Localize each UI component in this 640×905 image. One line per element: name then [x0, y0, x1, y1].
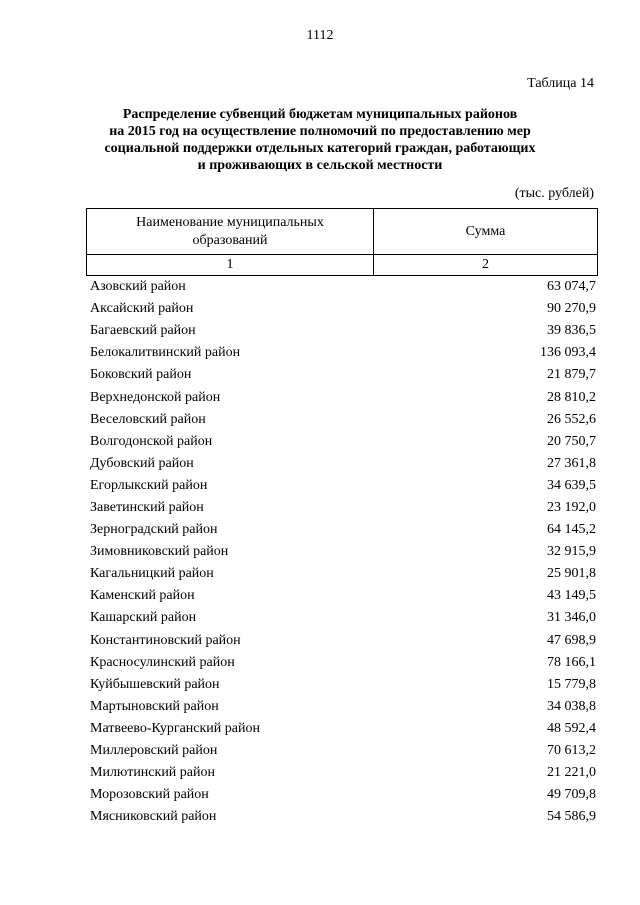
district-name: Зерноградский район [90, 522, 218, 538]
district-amount: 28 810,2 [547, 389, 596, 405]
district-name: Кагальницкий район [90, 566, 214, 582]
district-name: Зимовниковский район [90, 544, 229, 560]
district-name: Красносулинский район [90, 654, 235, 670]
district-amount: 21 221,0 [547, 765, 596, 781]
title-line: Распределение субвенций бюджетам муниципальных районов [122, 107, 518, 122]
district-name: Матвеево-Курганский район [90, 720, 260, 736]
column-number: 2 [374, 255, 598, 276]
district-amount: 15 779,8 [547, 676, 596, 692]
table-row [90, 718, 596, 740]
table-body [90, 276, 596, 828]
page-number: 1112 [306, 28, 334, 43]
district-amount: 64 145,2 [547, 522, 596, 538]
header-name-line: образований [192, 232, 268, 248]
district-amount: 49 709,8 [547, 787, 596, 803]
table-row [90, 453, 596, 475]
table-row [90, 497, 596, 519]
table-row [90, 762, 596, 784]
table-row [90, 541, 596, 563]
district-amount: 27 361,8 [547, 455, 596, 471]
table-row [90, 585, 596, 607]
table-row [90, 563, 596, 585]
table-row [90, 431, 596, 453]
district-name: Белокалитвинский район [90, 345, 241, 361]
table-row [90, 652, 596, 674]
table-row [90, 674, 596, 696]
district-amount: 25 901,8 [547, 566, 596, 582]
document-title [60, 106, 580, 174]
table-row [90, 320, 596, 342]
district-amount: 90 270,9 [547, 301, 596, 317]
district-amount: 32 915,9 [547, 544, 596, 560]
title-line: на 2015 год на осуществление полномочий по предоставлению мер [109, 124, 531, 139]
table-row [90, 696, 596, 718]
table-row [90, 364, 596, 386]
district-name: Веселовский район [90, 411, 206, 427]
district-amount: 34 639,5 [547, 477, 596, 493]
district-amount: 26 552,6 [547, 411, 596, 427]
table-header [86, 208, 598, 276]
district-amount: 78 166,1 [547, 654, 596, 670]
district-amount: 47 698,9 [547, 632, 596, 648]
title-line: социальной поддержки отдельных категорий граждан, работающих [104, 141, 536, 156]
district-name: Морозовский район [90, 787, 209, 803]
table-row [90, 607, 596, 629]
district-name: Дубовский район [90, 455, 194, 471]
district-amount: 23 192,0 [547, 499, 596, 515]
units-label: (тыс. рублей) [514, 186, 594, 201]
district-name: Волгодонской район [90, 433, 213, 449]
district-amount: 136 093,4 [540, 345, 596, 361]
district-name: Багаевский район [90, 323, 196, 339]
column-number: 1 [87, 255, 374, 276]
table-row [90, 784, 596, 806]
district-name: Милютинский район [90, 765, 216, 781]
district-name: Константиновский район [90, 632, 241, 648]
district-amount: 20 750,7 [547, 433, 596, 449]
district-amount: 31 346,0 [547, 610, 596, 626]
district-name: Заветинский район [90, 499, 204, 515]
district-amount: 39 836,5 [547, 323, 596, 339]
district-name: Егорлыкский район [90, 477, 208, 493]
header-name-column [87, 209, 374, 255]
table-row [90, 276, 596, 298]
district-name: Миллеровский район [90, 743, 218, 759]
table-row [90, 386, 596, 408]
district-amount: 63 074,7 [547, 279, 596, 295]
table-row [90, 630, 596, 652]
table-row [90, 740, 596, 762]
header-name-line: Наименование муниципальных [136, 214, 324, 230]
table-label: Таблица 14 [527, 76, 594, 91]
district-name: Мясниковский район [90, 809, 217, 825]
district-name: Аксайский район [90, 301, 194, 317]
table-row [90, 342, 596, 364]
table-row [90, 409, 596, 431]
district-amount: 54 586,9 [547, 809, 596, 825]
table-row [90, 475, 596, 497]
district-name: Кашарский район [90, 610, 197, 626]
district-name: Куйбышевский район [90, 676, 220, 692]
table-row [90, 519, 596, 541]
header-amount-column: Сумма [374, 209, 598, 255]
district-amount: 34 038,8 [547, 698, 596, 714]
district-name: Азовский район [90, 279, 186, 295]
district-amount: 48 592,4 [547, 720, 596, 736]
table-row [90, 806, 596, 828]
district-amount: 70 613,2 [547, 743, 596, 759]
district-name: Каменский район [90, 588, 195, 604]
district-amount: 21 879,7 [547, 367, 596, 383]
district-name: Боковский район [90, 367, 192, 383]
table-row [90, 298, 596, 320]
district-name: Верхнедонской район [90, 389, 221, 405]
title-line: и проживающих в сельской местности [197, 158, 443, 173]
district-name: Мартыновский район [90, 698, 219, 714]
district-amount: 43 149,5 [547, 588, 596, 604]
